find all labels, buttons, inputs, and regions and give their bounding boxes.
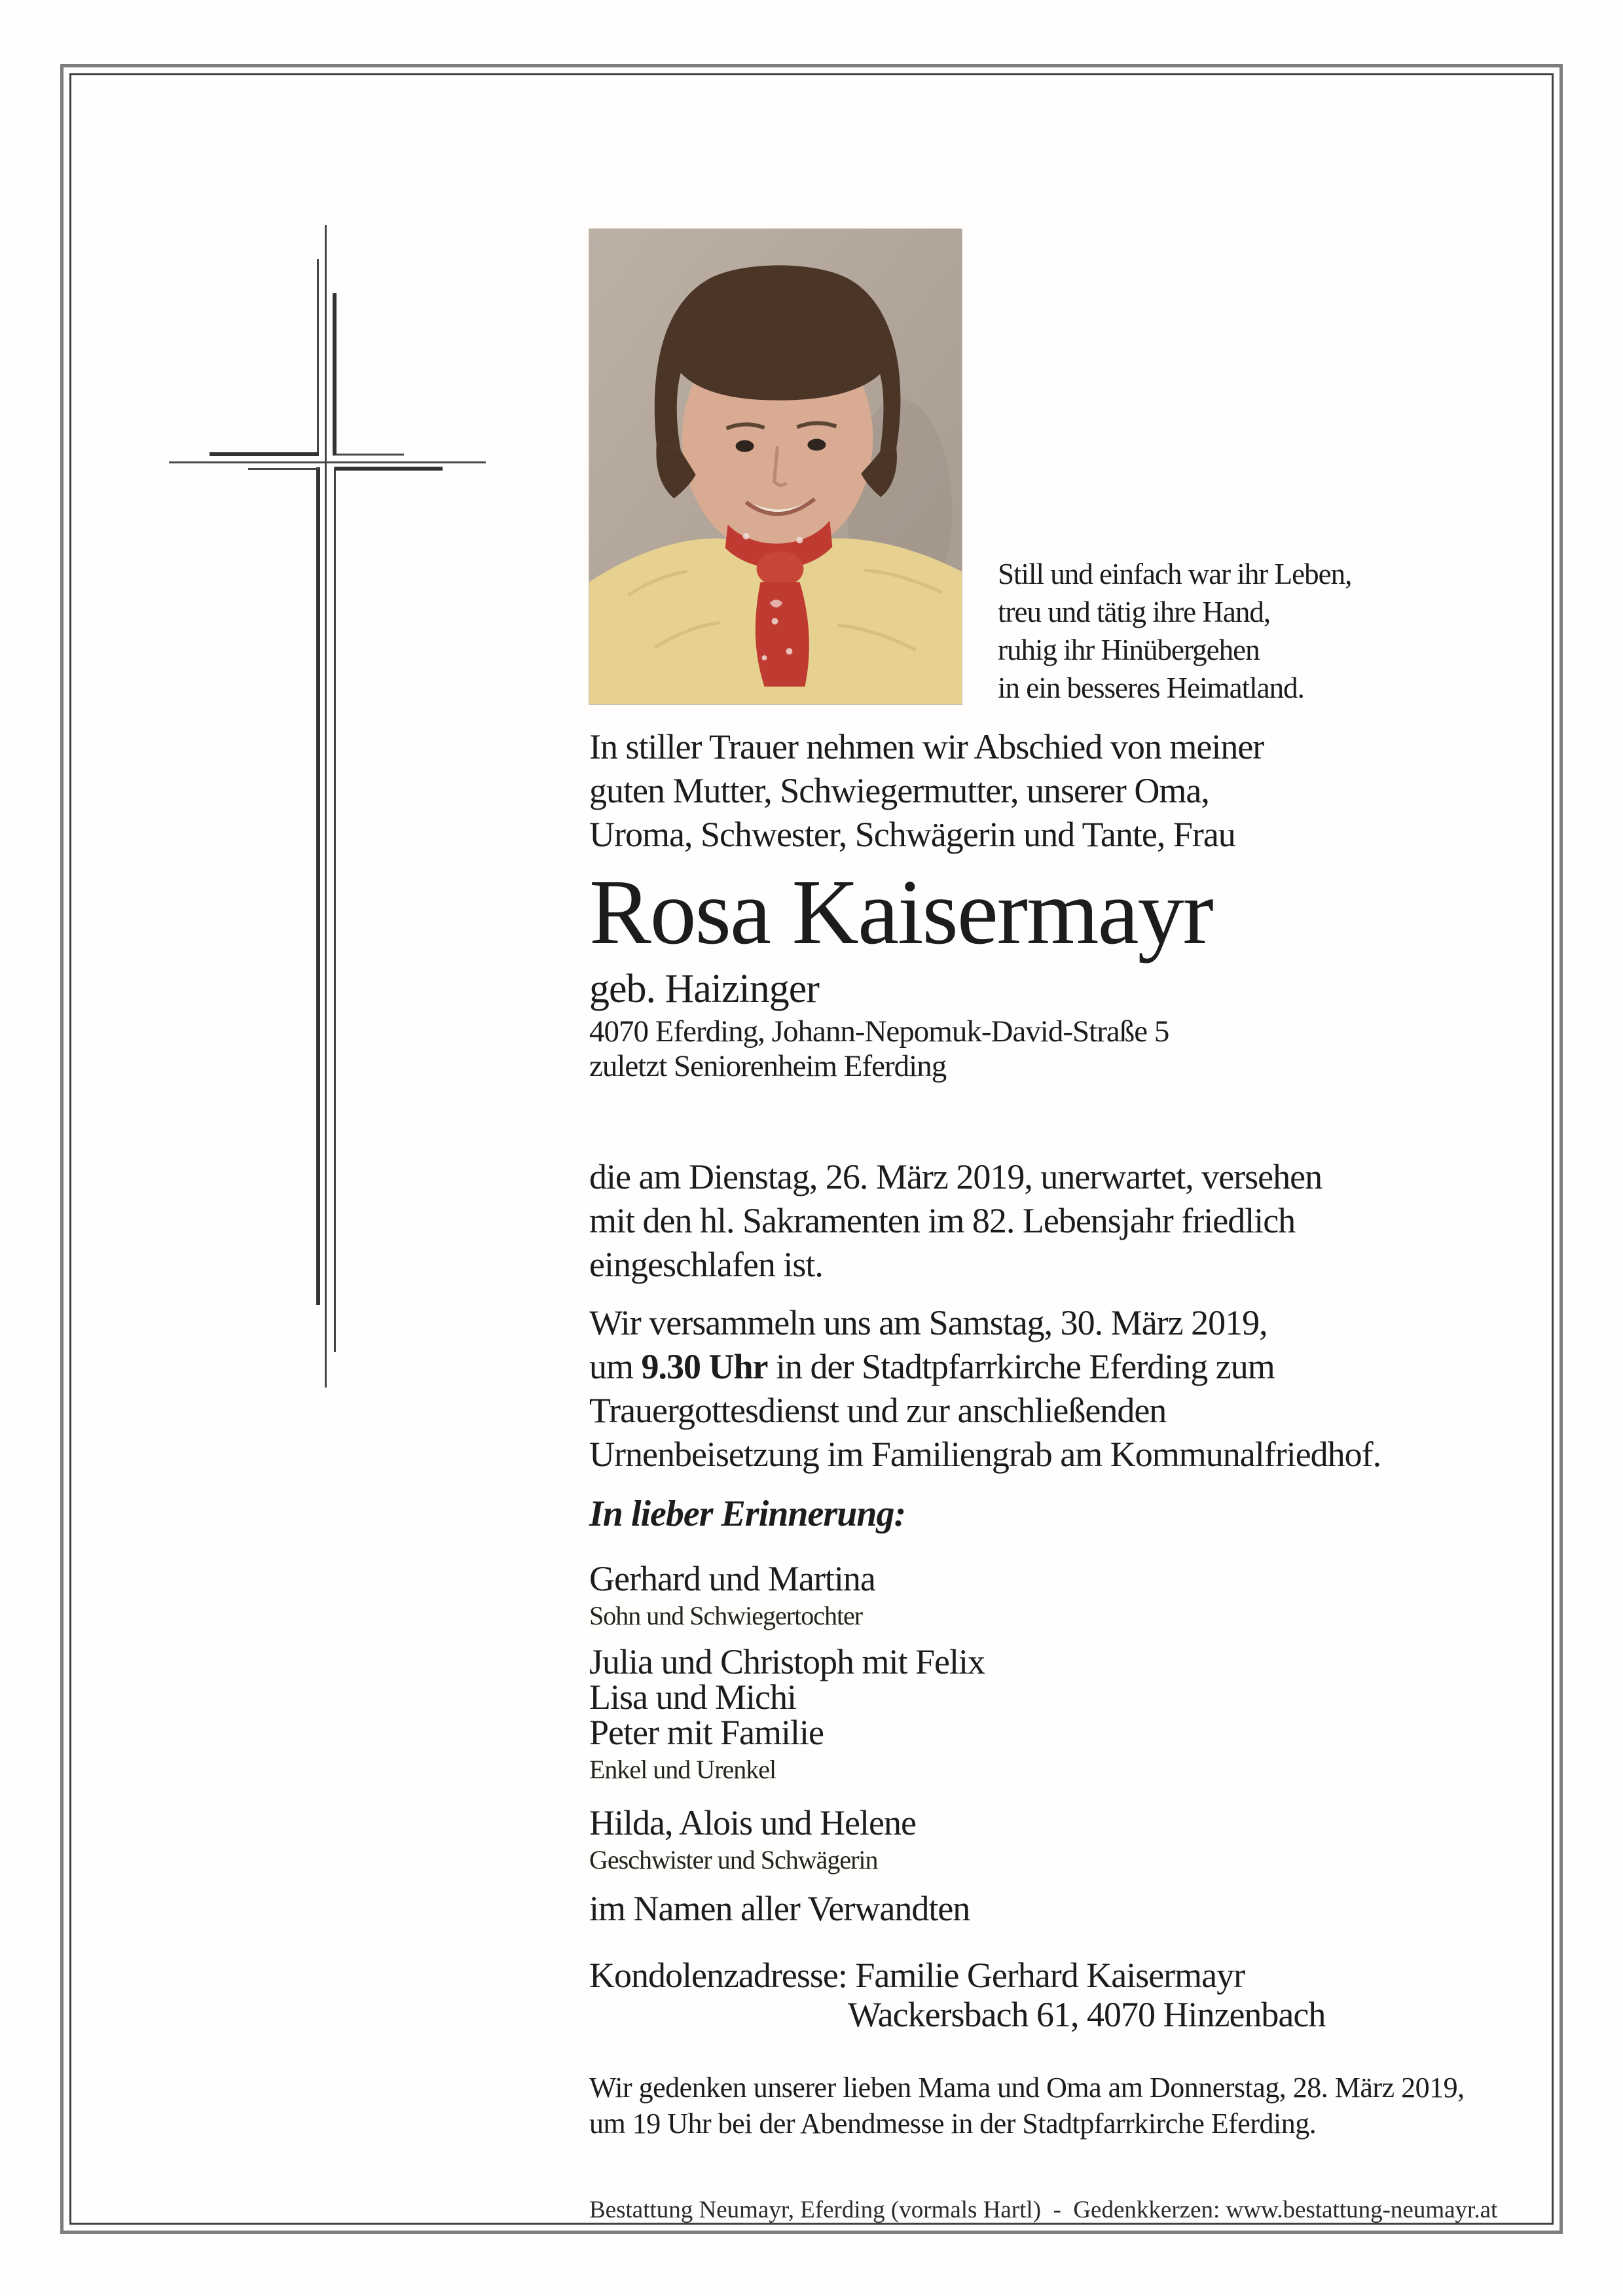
memorial-note xyxy=(589,2070,1465,2142)
intro-line: Uroma, Schwester, Schwägerin und Tante, Frau xyxy=(589,815,1235,854)
poem-line: in ein besseres Heimatland. xyxy=(998,672,1304,704)
cross-line xyxy=(248,468,319,470)
funeral-line-pre: um xyxy=(589,1347,642,1386)
funeral-line: Urnenbeisetzung im Familiengrab am Kommunalfriedhof. xyxy=(589,1435,1381,1474)
funeral-line-post: in der Stadtpfarrkirche Eferding zum xyxy=(767,1347,1275,1386)
cross-line xyxy=(316,467,320,1305)
address-line: 4070 Eferding, Johann-Nepomuk-David-Straße 5 xyxy=(589,1014,1169,1049)
mourner-relation: Geschwister und Schwägerin xyxy=(589,1845,878,1874)
funeral-line: Trauergottesdienst und zur anschließenden xyxy=(589,1391,1167,1430)
poem-line: ruhig ihr Hinübergehen xyxy=(998,634,1260,666)
intro-line: guten Mutter, Schwiegermutter, unserer Oma, xyxy=(589,771,1209,810)
condolence-line-2: Wackersbach 61, 4070 Hinzenbach xyxy=(848,1995,1326,2034)
mourner-group xyxy=(589,1644,985,1784)
memorial-line: Wir gedenken unserer lieben Mama und Oma am Donnerstag, 28. März 2019, xyxy=(589,2072,1465,2104)
portrait-photo xyxy=(589,228,962,705)
poem-line: Still und einfach war ihr Leben, xyxy=(998,558,1352,590)
cross-line xyxy=(333,293,337,456)
cross-line xyxy=(334,467,336,1352)
mourner-relation: Sohn und Schwiegertochter xyxy=(589,1601,863,1630)
mourner-group xyxy=(589,1561,875,1630)
mourner-name: Hilda, Alois und Helene xyxy=(589,1803,916,1842)
mourner-name: Peter mit Familie xyxy=(589,1713,824,1752)
intro-line: In stiller Trauer nehmen wir Abschied von meiner xyxy=(589,727,1264,766)
deceased-name: Rosa Kaisermayr xyxy=(589,860,1213,963)
cross-line xyxy=(336,454,404,456)
death-notice-line: eingeschlafen ist. xyxy=(589,1245,823,1284)
mourner-group xyxy=(589,1805,916,1874)
mourner-name: Gerhard und Martina xyxy=(589,1559,875,1598)
birth-name: geb. Haizinger xyxy=(589,967,819,1011)
mourner-relation: Enkel und Urenkel xyxy=(589,1755,776,1784)
funeral-time: 9.30 Uhr xyxy=(641,1347,768,1386)
deceased-address xyxy=(589,1014,1169,1084)
intro-paragraph xyxy=(589,725,1264,857)
mourner-name: Julia und Christoph mit Felix xyxy=(589,1642,985,1681)
cross-line xyxy=(317,259,319,456)
portrait-photo-graphic xyxy=(589,229,962,704)
death-notice xyxy=(589,1155,1322,1287)
cross-line xyxy=(335,467,443,471)
cross-line xyxy=(325,225,327,1388)
poem xyxy=(998,555,1351,707)
funeral-details xyxy=(589,1301,1381,1477)
mourner-name: Lisa und Michi xyxy=(589,1677,796,1717)
poem-line: treu und tätig ihre Hand, xyxy=(998,596,1271,628)
condolence-line-1: Kondolenzadresse: Familie Gerhard Kaisermayr xyxy=(589,1956,1245,1995)
remembrance-heading: In lieber Erinnerung: xyxy=(589,1494,906,1534)
residence-line: zuletzt Seniorenheim Eferding xyxy=(589,1049,947,1083)
funeral-line xyxy=(589,1345,1381,1389)
memorial-line: um 19 Uhr bei der Abendmesse in der Stadtpfarrkirche Eferding. xyxy=(589,2108,1317,2140)
footer-text: Bestattung Neumayr, Eferding (vormals Hartl) - Gedenkkerzen: www.bestattung-neumayr.at xyxy=(589,2197,1498,2223)
cross-line xyxy=(169,461,486,463)
funeral-line: Wir versammeln uns am Samstag, 30. März 2019, xyxy=(589,1303,1267,1342)
cross-line xyxy=(210,452,319,456)
death-notice-line: die am Dienstag, 26. März 2019, unerwartet, versehen xyxy=(589,1157,1322,1196)
death-notice-line: mit den hl. Sakramenten im 82. Lebensjahr friedlich xyxy=(589,1201,1296,1240)
remembrance-closing: im Namen aller Verwandten xyxy=(589,1889,970,1928)
